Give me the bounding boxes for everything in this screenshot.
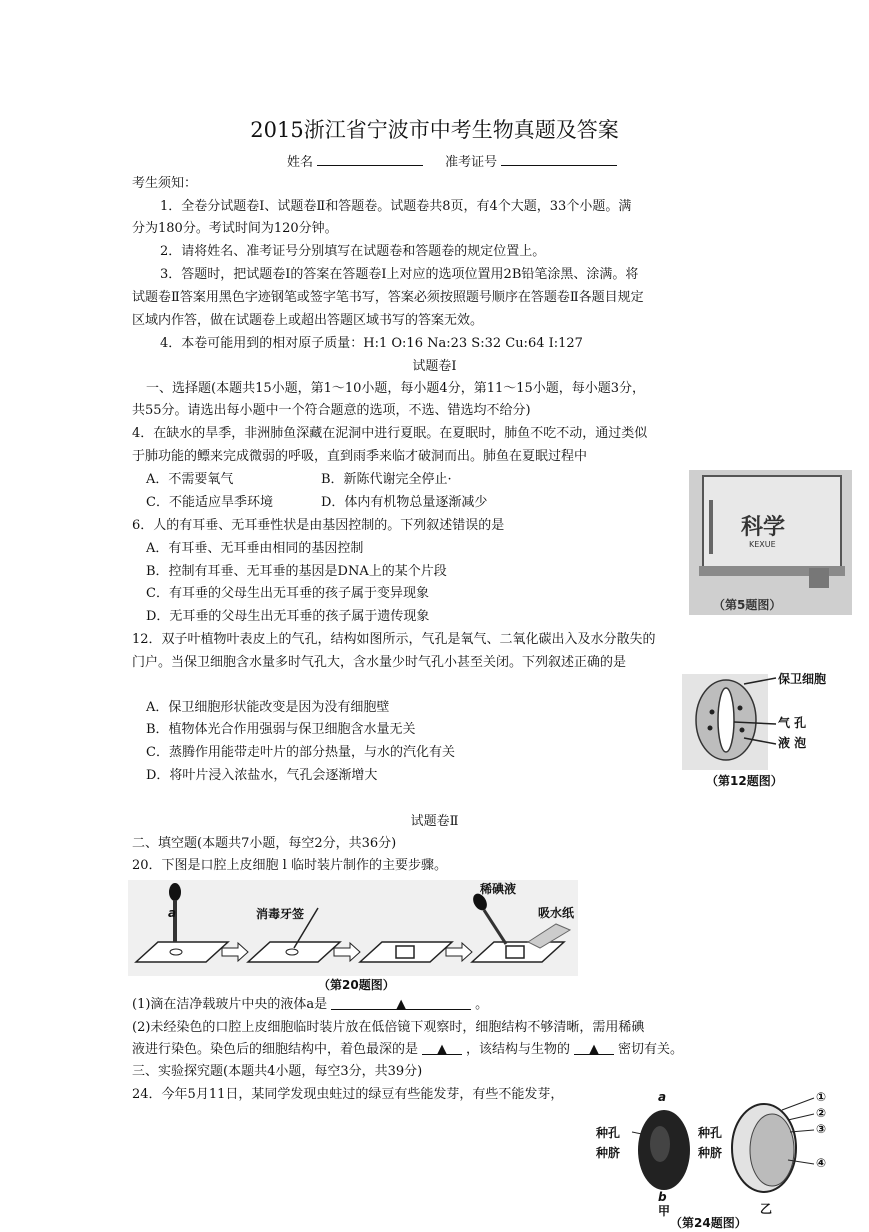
fig20-label-a: a xyxy=(168,906,177,920)
q20-sub2-d: 密切有关。 xyxy=(618,1042,684,1057)
fig24-label-yi: 乙 xyxy=(760,1202,773,1216)
q6-option-a: A．有耳垂、无耳垂由相同的基因控制 xyxy=(146,541,364,556)
fig24-seeds xyxy=(592,1090,842,1228)
fig20-label-paper: 吸水纸 xyxy=(538,906,575,920)
id-blank[interactable] xyxy=(501,152,617,166)
fig20-steps xyxy=(128,880,578,992)
name-line xyxy=(287,152,621,172)
q12-option-b: B．植物体光合作用强弱与保卫细胞含水量无关 xyxy=(146,722,416,737)
q12-option-c: C．蒸腾作用能带走叶片的部分热量，与水的汽化有关 xyxy=(146,745,455,760)
fig20-label-toothpick: 消毒牙签 xyxy=(256,907,305,921)
fig5-subtext: KEXUE xyxy=(749,540,776,549)
q20-sub1 xyxy=(132,996,488,1014)
fig24-label-b: b xyxy=(658,1190,667,1204)
q4-stem-a: 4．在缺水的旱季，非洲肺鱼深藏在泥洞中进行夏眠。在夏眠时，肺鱼不吃不动，通过类似 xyxy=(132,426,648,441)
q20-blank-2[interactable]: ▲ xyxy=(422,1041,462,1055)
q12-stem-b: 门户。当保卫细胞含水量多时气孔大，含水量少时气孔小甚至关闭。下列叙述正确的是 xyxy=(132,655,627,670)
section-1-intro-b: 共55分。请选出每小题中一个符合题意的选项，不选、错选均不给分) xyxy=(132,403,531,418)
fig24-label-4: ④ xyxy=(816,1156,827,1170)
fig24-caption: （第24题图） xyxy=(670,1216,747,1230)
q20-sub2-b-line xyxy=(132,1041,683,1059)
fig24-label-a: a xyxy=(658,1090,667,1104)
q6-stem: 6．人的有耳垂、无耳垂性状是由基因控制的。下列叙述错误的是 xyxy=(132,518,505,533)
fig24-label-3: ③ xyxy=(816,1122,827,1136)
fig24-label-1: ① xyxy=(816,1090,827,1104)
q20-sub1-text: (1)滴在洁净载玻片中央的液体a是 xyxy=(132,997,328,1012)
section-2-title: 试题卷Ⅱ xyxy=(410,814,459,829)
notice-item-1a: 1．全卷分试题卷Ⅰ、试题卷Ⅱ和答题卷。试题卷共8页，有4个大题，33个小题。满 xyxy=(160,199,632,214)
q20-stem: 20．下图是口腔上皮细胞 l 临时装片制作的主要步骤。 xyxy=(132,858,447,873)
q6-option-c: C．有耳垂的父母生出无耳垂的孩子属于变异现象 xyxy=(146,586,429,601)
name-label: 姓名 xyxy=(287,155,314,170)
fig12-stomata xyxy=(682,668,862,793)
fig20-label-iodine: 稀碘液 xyxy=(480,882,517,896)
name-blank[interactable] xyxy=(317,152,423,166)
q20-sub2-a: (2)未经染色的口腔上皮细胞临时装片放在低倍镜下观察时，细胞结构不够清晰，需用稀碘 xyxy=(132,1020,645,1035)
fig12-label-guard-cell: 保卫细胞 xyxy=(778,672,827,686)
notice-item-4: 4．本卷可能用到的相对原子质量：H:1 O:16 Na:23 S:32 Cu:64 I:127 xyxy=(160,336,583,351)
fig24-label-hilum-1: 种脐 xyxy=(596,1146,621,1160)
fig12-label-stoma: 气 孔 xyxy=(778,716,807,730)
section-1-title: 试题卷Ⅰ xyxy=(412,359,457,374)
page-title: 2015浙江省宁波市中考生物真题及答案 xyxy=(250,118,619,142)
q4-option-c: C．不能适应旱季环境 xyxy=(146,495,273,510)
notice-item-3a: 3．答题时，把试题卷Ⅰ的答案在答题卷Ⅰ上对应的选项位置用2B铅笔涂黑、涂满。将 xyxy=(160,267,639,282)
notice-item-2: 2．请将姓名、准考证号分别填写在试题卷和答题卷的规定位置上。 xyxy=(160,244,546,259)
fig24-label-micropyle-1: 种孔 xyxy=(596,1126,621,1140)
fig24-label-2: ② xyxy=(816,1106,827,1120)
q4-option-d: D．体内有机物总量逐渐减少 xyxy=(321,495,488,510)
fig12-label-vacuole: 液 泡 xyxy=(778,736,807,750)
q6-option-d: D．无耳垂的父母生出无耳垂的孩子属于遗传现象 xyxy=(146,609,430,624)
q24-stem: 24．今年5月11日，某同学发现虫蛀过的绿豆有些能发芽，有些不能发芽， xyxy=(132,1087,564,1102)
q20-sub2-c: ，该结构与生物的 xyxy=(466,1042,571,1057)
q20-blank-3[interactable]: ▲ xyxy=(574,1041,614,1055)
q4-option-a: A．不需要氧气 xyxy=(146,472,234,487)
notice-item-3c: 区域内作答，做在试题卷上或超出答题区域书写的答案无效。 xyxy=(132,313,484,328)
q20-sub1-end: 。 xyxy=(475,997,489,1012)
id-label: 准考证号 xyxy=(445,155,498,170)
fig20-caption: （第20题图） xyxy=(318,978,395,992)
q20-sub2-b: 液进行染色。染色后的细胞结构中，着色最深的是 xyxy=(132,1042,419,1057)
fig5-photo xyxy=(689,470,852,615)
q20-blank-1[interactable]: ▲ xyxy=(331,996,471,1010)
fig24-label-hilum-2: 种脐 xyxy=(698,1146,723,1160)
notice-item-1b: 分为180分。考试时间为120分钟。 xyxy=(132,221,338,236)
fig24-label-micropyle-2: 种孔 xyxy=(698,1126,723,1140)
section-1-intro-a: 一、选择题(本题共15小题，第1～10小题，每小题4分，第11～15小题，每小题3分， xyxy=(146,381,646,396)
section-3-intro: 三、实验探究题(本题共4小题，每空3分，共39分) xyxy=(132,1064,423,1079)
q12-option-d: D．将叶片浸入浓盐水，气孔会逐渐增大 xyxy=(146,768,378,783)
q4-option-b: B．新陈代谢完全停止· xyxy=(321,472,452,487)
fig5-text: 科学 xyxy=(741,515,786,540)
fig24-label-jia: 甲 xyxy=(658,1204,671,1218)
q12-option-a: A．保卫细胞形状能改变是因为没有细胞壁 xyxy=(146,700,390,715)
section-2-intro: 二、填空题(本题共7小题，每空2分，共36分) xyxy=(132,836,397,851)
notice-heading: 考生须知： xyxy=(132,176,198,191)
q12-stem-a: 12．双子叶植物叶表皮上的气孔，结构如图所示，气孔是氧气、二氧化碳出入及水分散失的 xyxy=(132,632,656,647)
notice-item-3b: 试题卷Ⅱ答案用黑色字迹钢笔或签字笔书写，答案必须按照题号顺序在答题卷Ⅱ各题目规定 xyxy=(132,290,644,305)
fig5-caption: （第5题图） xyxy=(713,598,782,612)
fig12-caption: （第12题图） xyxy=(706,774,783,788)
q4-stem-b: 于肺功能的鳔来完成微弱的呼吸，直到雨季来临才破洞而出。肺鱼在夏眠过程中 xyxy=(132,449,588,464)
q6-option-b: B．控制有耳垂、无耳垂的基因是DNA上的某个片段 xyxy=(146,564,447,579)
